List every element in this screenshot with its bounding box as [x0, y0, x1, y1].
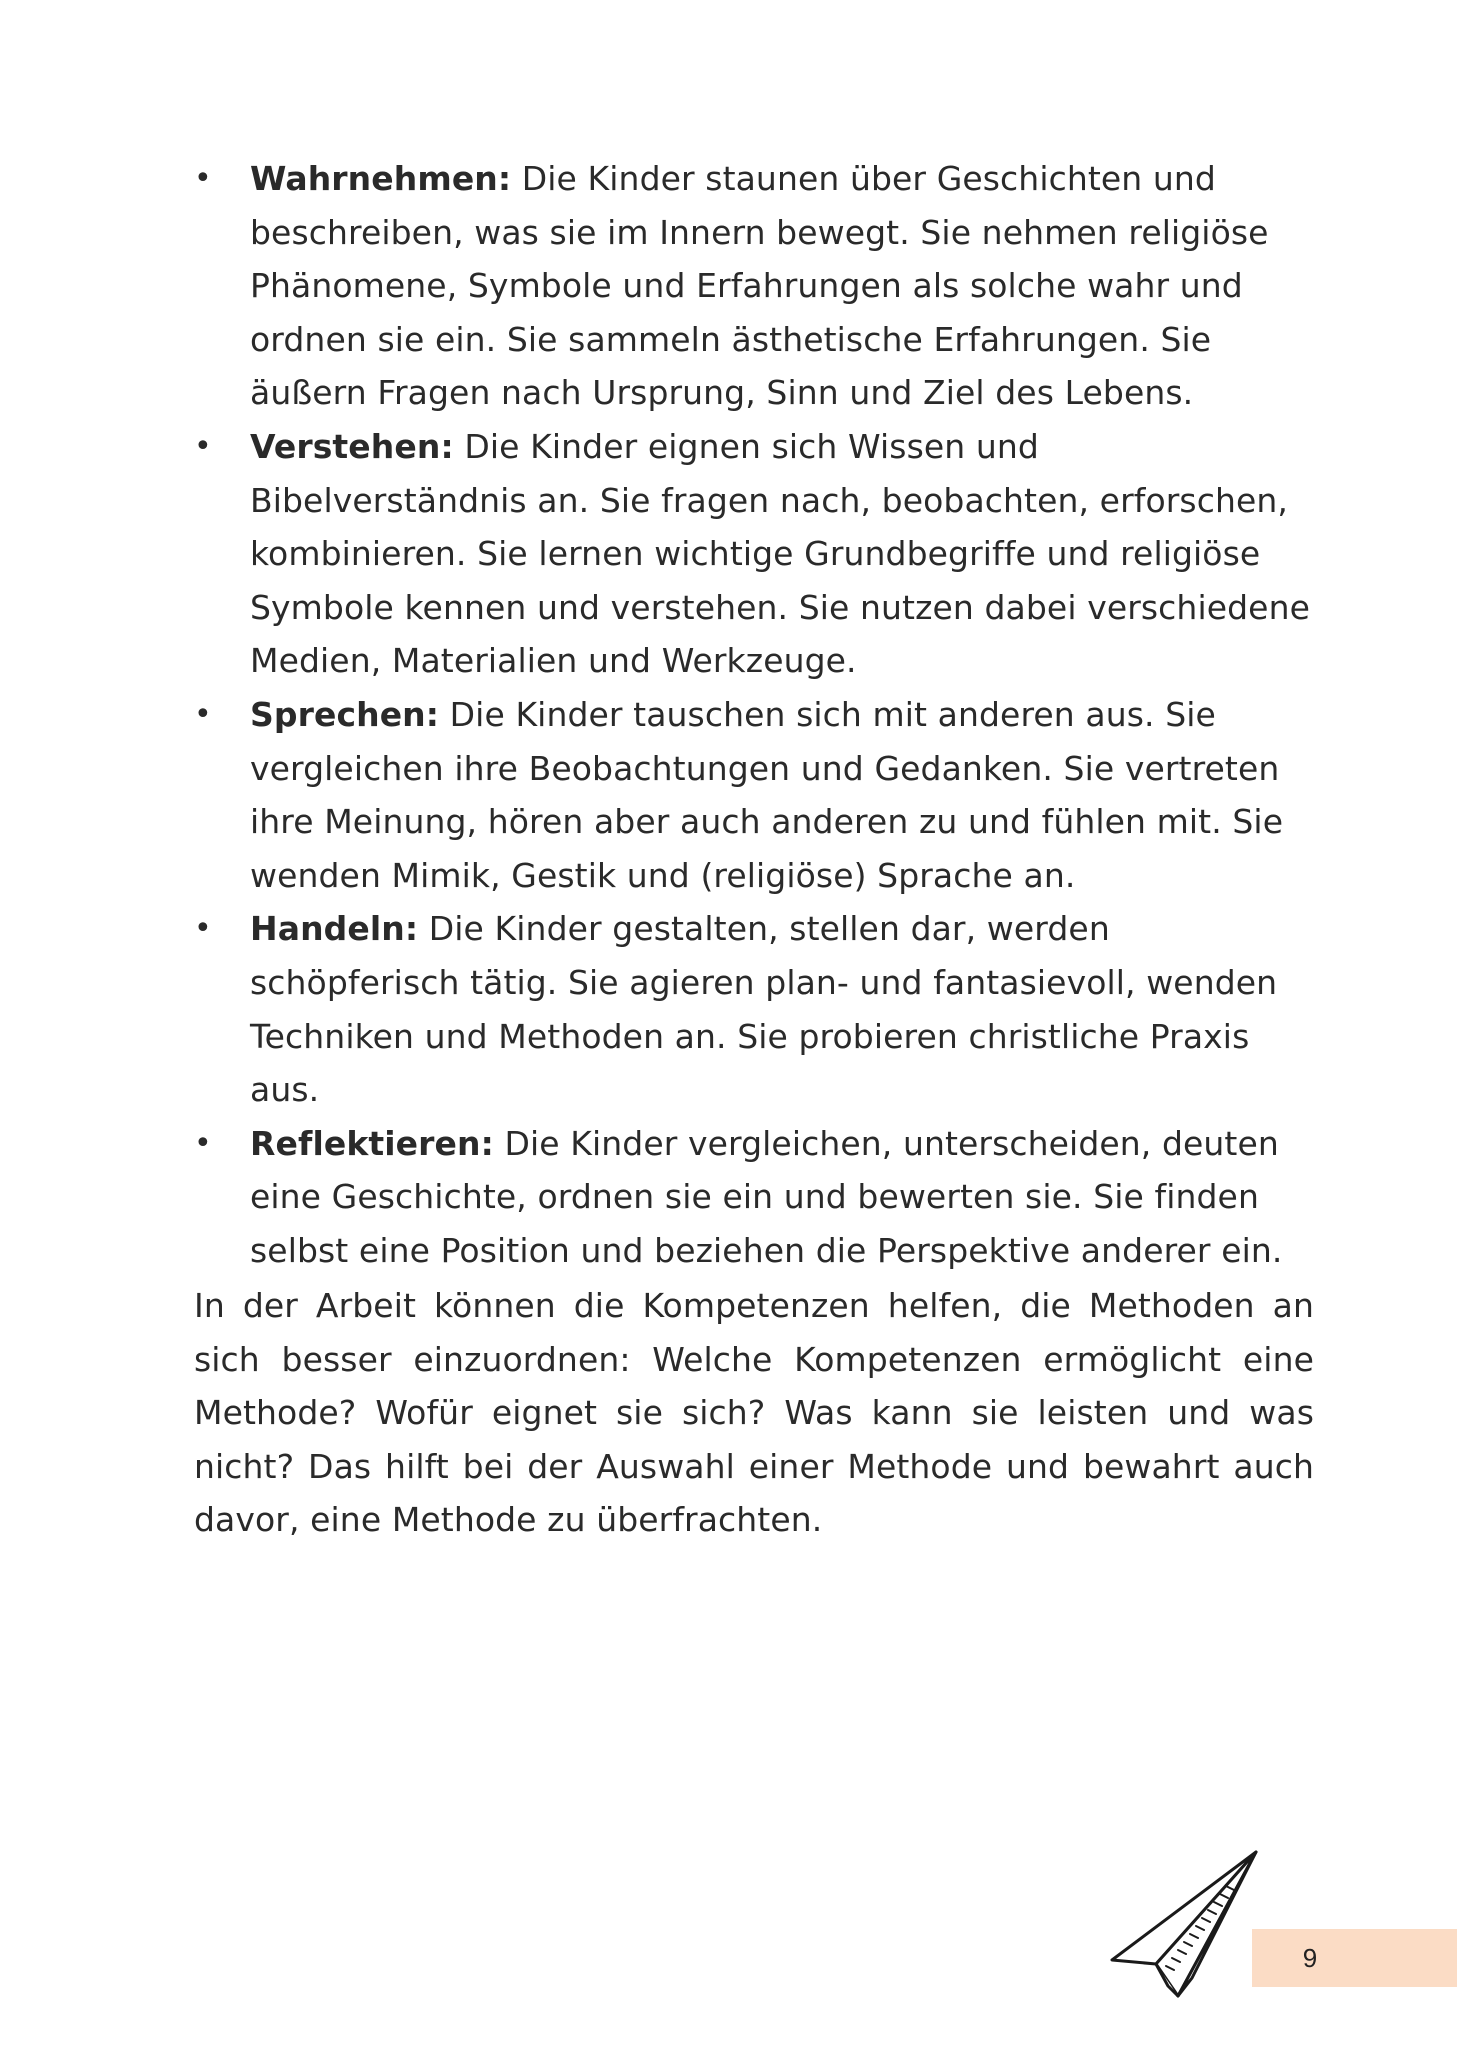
- bullet-icon: •: [194, 911, 212, 947]
- competency-term: Verstehen:: [250, 426, 454, 466]
- competency-term: Reflektieren:: [250, 1123, 494, 1163]
- list-item: [194, 420, 1324, 688]
- competency-description: Die Kinder eignen sich Wissen und Bibelverständnis an. Sie fragen nach, beobachten, erforschen, kombinieren. Sie lernen wichtige Grundbegriffe und religiöse Symbole kennen und verstehen. Sie nutzen dabei verschiedene Medien, Materialien und Werkzeuge.: [250, 426, 1310, 681]
- competency-description: Die Kinder staunen über Geschichten und beschreiben, was sie im Innern bewegt. Sie nehmen religiöse Phänomene, Symbole und Erfahrungen als solche wahr und ordnen sie ein. Sie sammeln ästhetische Erfahrungen. Sie äußern Fragen nach Ursprung, Sinn und Ziel des Lebens.: [250, 159, 1269, 413]
- bullet-icon: •: [194, 161, 212, 196]
- bullet-icon: •: [194, 696, 212, 732]
- competency-description: Die Kinder vergleichen, unterscheiden, deuten eine Geschichte, ordnen sie ein und bewerten sie. Sie finden selbst eine Position und beziehen die Perspektive anderer ein.: [250, 1123, 1283, 1270]
- competency-description: Die Kinder gestalten, stellen dar, werden schöpferisch tätig. Sie agieren plan- und fantasievoll, wenden Techniken und Methoden an. Sie probieren christliche Praxis aus.: [250, 909, 1278, 1110]
- page-number-band: [1252, 1929, 1457, 1987]
- paper-airplane-icon: [1108, 1848, 1260, 2000]
- page-number: 9: [1302, 1943, 1318, 1973]
- list-item: [194, 1117, 1324, 1278]
- competency-description: Die Kinder tauschen sich mit anderen aus. Sie vergleichen ihre Beobachtungen und Gedanken. Sie vertreten ihre Meinung, hören aber auch anderen zu und fühlen mit. Sie wenden Mimik, Gestik und (religiöse) Sprache an.: [250, 694, 1284, 895]
- competency-term: Wahrnehmen:: [250, 159, 512, 198]
- list-item: [194, 688, 1324, 902]
- bullet-icon: •: [194, 428, 212, 464]
- competency-term: Handeln:: [250, 909, 419, 949]
- competency-term: Sprechen:: [250, 694, 440, 734]
- competency-list: [194, 152, 1324, 1277]
- bullet-icon: •: [194, 1125, 212, 1161]
- list-item: [194, 152, 1324, 420]
- list-item: [194, 902, 1324, 1116]
- closing-paragraph: In der Arbeit können die Kompetenzen helfen, die Methoden an sich besser einzuordnen: Welche Kompetenzen ermöglicht eine Methode? Wofür eignet sie sich? Was kann sie leisten und was nicht? Das hilft bei der Auswahl einer Methode und bewahrt auch davor, eine Methode zu überfrachten.: [194, 1286, 1314, 1540]
